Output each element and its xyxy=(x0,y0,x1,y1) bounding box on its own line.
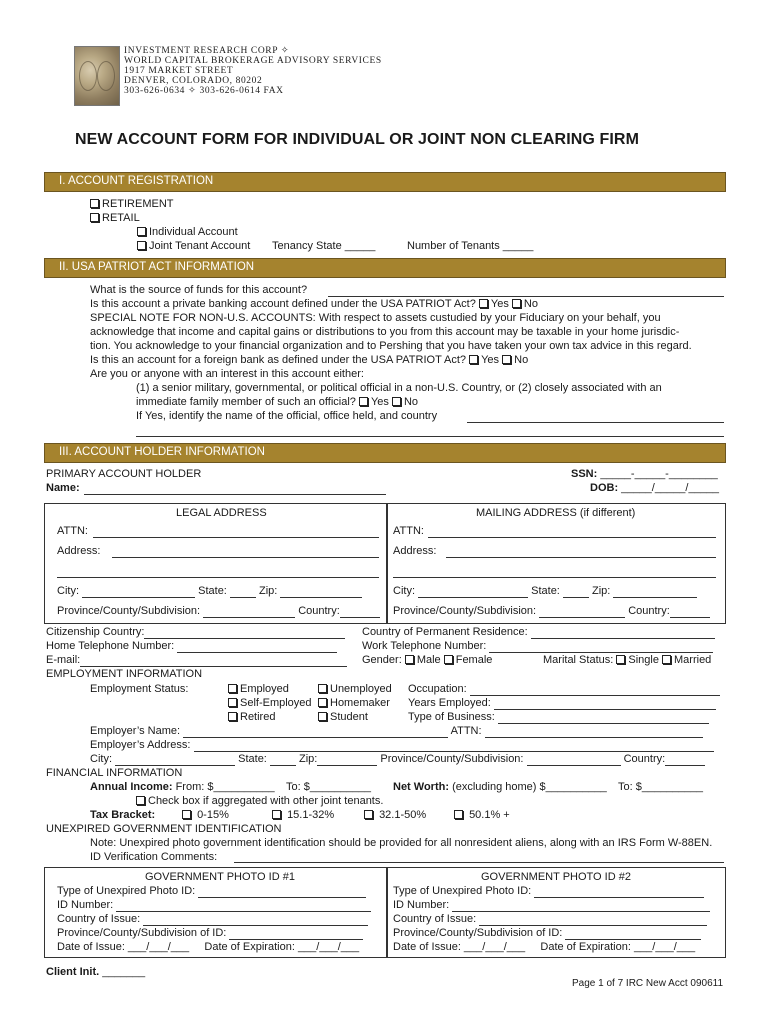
bracket-1-option[interactable]: 0-15% xyxy=(182,809,229,822)
id1-dates-row[interactable]: Date of Issue: ___/___/___ Date of Expiration: ___/___/___ xyxy=(57,941,360,953)
legal-address-input[interactable] xyxy=(112,557,379,558)
foreign-bank-question: Is this an account for a foreign bank as defined under the USA PATRIOT Act? Yes No xyxy=(90,354,529,366)
page-footer: Page 1 of 7 IRC New Acct 090611 xyxy=(572,978,724,989)
retired-option[interactable]: Retired xyxy=(228,711,275,724)
checkbox-icon[interactable] xyxy=(90,213,99,222)
id-comments-input[interactable] xyxy=(234,862,724,863)
checkbox-icon[interactable] xyxy=(228,712,237,721)
work-phone-row[interactable]: Work Telephone Number: xyxy=(362,640,713,653)
checkbox-icon[interactable] xyxy=(512,299,521,308)
tax-bracket-label: Tax Bracket: xyxy=(90,809,156,821)
mailing-address-label: Address: xyxy=(393,545,437,557)
mailing-city-row[interactable]: City: State: Zip: xyxy=(393,585,697,598)
checkbox-icon[interactable] xyxy=(405,655,414,664)
perm-residence-row[interactable]: Country of Permanent Residence: xyxy=(362,626,715,639)
checkbox-icon[interactable] xyxy=(392,397,401,406)
mailing-address-input[interactable] xyxy=(446,557,716,558)
legal-attn-label: ATTN: xyxy=(57,525,88,537)
company-name: INVESTMENT RESEARCH CORP ✧ xyxy=(124,46,290,56)
retirement-option[interactable]: RETIREMENT xyxy=(90,198,174,211)
marital-row: Marital Status: Single Married xyxy=(543,654,712,666)
section-2-header: II. USA PATRIOT ACT INFORMATION xyxy=(44,258,726,278)
dob-field[interactable]: DOB: _____/_____/_____ xyxy=(590,482,720,494)
official-identify-input-2[interactable] xyxy=(136,436,724,437)
employment-heading: EMPLOYMENT INFORMATION xyxy=(46,668,203,680)
id-comments-label: ID Verification Comments: xyxy=(90,851,218,863)
primary-holder-label: PRIMARY ACCOUNT HOLDER xyxy=(46,468,202,480)
checkbox-icon[interactable] xyxy=(228,698,237,707)
official-question-a: (1) a senior military, governmental, or political official in a non-U.S. Country, or (2) closely associated with an xyxy=(136,382,662,394)
citizenship-row[interactable]: Citizenship Country: xyxy=(46,626,345,639)
id1-province-row[interactable]: Province/County/Subdivision of ID: xyxy=(57,927,363,940)
checkbox-icon[interactable] xyxy=(479,299,488,308)
student-option[interactable]: Student xyxy=(318,711,368,724)
legal-address-title: LEGAL ADDRESS xyxy=(176,507,267,519)
source-funds-label: What is the source of funds for this account? xyxy=(90,284,308,296)
legal-city-row[interactable]: City: State: Zip: xyxy=(57,585,362,598)
checkbox-icon[interactable] xyxy=(502,355,511,364)
unexpired-id-heading: UNEXPIRED GOVERNMENT IDENTIFICATION xyxy=(46,823,282,835)
private-banking-question: Is this account a private banking account defined under the USA PATRIOT Act? Yes No xyxy=(90,298,538,310)
ssn-field[interactable]: SSN: _____-_____-________ xyxy=(571,468,718,480)
occupation-row[interactable]: Occupation: xyxy=(408,683,720,696)
employment-status-label: Employment Status: xyxy=(90,683,189,695)
number-tenants-field[interactable]: Number of Tenants _____ xyxy=(407,240,534,252)
legal-address-input-2[interactable] xyxy=(57,577,379,578)
gender-row: Gender: Male Female xyxy=(362,654,493,666)
home-phone-row[interactable]: Home Telephone Number: xyxy=(46,640,337,653)
special-note-line1: SPECIAL NOTE FOR NON-U.S. ACCOUNTS: With respect to assets custudied by your Fiduciary on your behalf, you xyxy=(90,312,661,324)
mailing-address-input-2[interactable] xyxy=(393,577,716,578)
homemaker-option[interactable]: Homemaker xyxy=(318,697,390,710)
individual-account-option[interactable]: Individual Account xyxy=(137,226,238,239)
id1-number-row[interactable]: ID Number: xyxy=(57,899,371,912)
employer-city-row[interactable]: City: State: Zip: Province/County/Subdivision: Country: xyxy=(90,753,705,766)
company-street: 1917 MARKET STREET xyxy=(124,66,234,76)
legal-province-row[interactable]: Province/County/Subdivision: Country: xyxy=(57,605,380,618)
id1-type-row[interactable]: Type of Unexpired Photo ID: xyxy=(57,885,366,898)
company-logo xyxy=(74,46,120,106)
legal-attn-input[interactable] xyxy=(93,537,379,538)
checkbox-icon[interactable] xyxy=(318,698,327,707)
section-3-header: III. ACCOUNT HOLDER INFORMATION xyxy=(44,443,726,463)
checkbox-icon[interactable] xyxy=(137,241,146,250)
net-worth-row[interactable]: Net Worth: (excluding home) $__________ xyxy=(393,781,607,793)
mailing-province-row[interactable]: Province/County/Subdivision: Country: xyxy=(393,605,710,618)
photo-id-2-title: GOVERNMENT PHOTO ID #2 xyxy=(481,871,631,883)
employed-option[interactable]: Employed xyxy=(228,683,289,696)
id2-number-row[interactable]: ID Number: xyxy=(393,899,710,912)
official-identify-input[interactable] xyxy=(467,422,724,423)
bracket-4-option[interactable]: 50.1% + xyxy=(454,809,510,822)
source-funds-input[interactable] xyxy=(328,296,724,297)
legal-address-label: Address: xyxy=(57,545,101,557)
annual-income-to[interactable]: To: $__________ xyxy=(286,781,372,793)
checkbox-icon[interactable] xyxy=(228,684,237,693)
bracket-3-option[interactable]: 32.1-50% xyxy=(364,809,426,822)
checkbox-icon[interactable] xyxy=(444,655,453,664)
mailing-address-title: MAILING ADDRESS (if different) xyxy=(476,507,636,519)
checkbox-icon[interactable] xyxy=(136,796,145,805)
checkbox-icon[interactable] xyxy=(137,227,146,236)
section-1-header: I. ACCOUNT REGISTRATION xyxy=(44,172,726,192)
years-employed-row[interactable]: Years Employed: xyxy=(408,697,716,710)
checkbox-icon[interactable] xyxy=(662,655,671,664)
checkbox-icon[interactable] xyxy=(454,810,463,819)
aggregate-option[interactable]: Check box if aggregated with other joint tenants. xyxy=(136,795,383,808)
mailing-attn-input[interactable] xyxy=(428,537,716,538)
checkbox-icon[interactable] xyxy=(359,397,368,406)
unemployed-option[interactable]: Unemployed xyxy=(318,683,392,696)
checkbox-icon[interactable] xyxy=(90,199,99,208)
client-init-field[interactable]: Client Init. _______ xyxy=(46,966,146,978)
id1-country-row[interactable]: Country of Issue: xyxy=(57,913,368,926)
financial-heading: FINANCIAL INFORMATION xyxy=(46,767,183,779)
tenancy-state-field[interactable]: Tenancy State _____ xyxy=(272,240,376,252)
checkbox-icon[interactable] xyxy=(272,810,281,819)
net-worth-to[interactable]: To: $__________ xyxy=(618,781,704,793)
employer-address-row[interactable]: Employer’s Address: xyxy=(90,739,714,752)
checkbox-icon[interactable] xyxy=(364,810,373,819)
id2-country-row[interactable]: Country of Issue: xyxy=(393,913,707,926)
photo-id-1-title: GOVERNMENT PHOTO ID #1 xyxy=(145,871,295,883)
annual-income-row[interactable]: Annual Income: From: $__________ xyxy=(90,781,275,793)
company-phones: 303-626-0634 ✧ 303-626-0614 FAX xyxy=(124,86,284,96)
company-tagline: WORLD CAPITAL BROKERAGE ADVISORY SERVICES xyxy=(124,56,382,66)
id-note: Note: Unexpired photo government identification should be provided for all nonresident aliens, along with an IRS Form W-88EN. xyxy=(90,837,713,849)
special-note-line3: tion. You acknowledge to your financial organization and to Pershing that you have taken your own tax advice in this regard. xyxy=(90,340,692,352)
business-type-row[interactable]: Type of Business: xyxy=(408,711,709,724)
checkbox-icon[interactable] xyxy=(318,712,327,721)
name-label: Name: xyxy=(46,482,80,494)
checkbox-icon[interactable] xyxy=(182,810,191,819)
employer-name-row[interactable]: Employer’s Name: ATTN: xyxy=(90,725,703,738)
official-question: Are you or anyone with an interest in this account either: xyxy=(90,368,364,380)
checkbox-icon[interactable] xyxy=(469,355,478,364)
official-identify-label: If Yes, identify the name of the official, office held, and country xyxy=(136,410,438,422)
id2-dates-row[interactable]: Date of Issue: ___/___/___ Date of Expiration: ___/___/___ xyxy=(393,941,696,953)
company-city: DENVER, COLORADO, 80202 xyxy=(124,76,263,86)
checkbox-icon[interactable] xyxy=(318,684,327,693)
self-employed-option[interactable]: Self-Employed xyxy=(228,697,312,710)
retail-option[interactable]: RETAIL xyxy=(90,212,140,225)
bracket-2-option[interactable]: 15.1-32% xyxy=(272,809,334,822)
page-title: NEW ACCOUNT FORM FOR INDIVIDUAL OR JOINT NON CLEARING FIRM xyxy=(75,131,640,148)
email-row[interactable]: E-mail: xyxy=(46,654,347,667)
special-note-line2: acknowledge that income and capital gains or distributions to you from this account may be taxable in your home jurisdic- xyxy=(90,326,680,338)
mailing-attn-label: ATTN: xyxy=(393,525,424,537)
name-input[interactable] xyxy=(84,494,386,495)
official-question-b: immediate family member of such an official? Yes No xyxy=(136,396,419,408)
id2-province-row[interactable]: Province/County/Subdivision of ID: xyxy=(393,927,701,940)
joint-tenant-option[interactable]: Joint Tenant Account xyxy=(137,240,250,253)
id2-type-row[interactable]: Type of Unexpired Photo ID: xyxy=(393,885,704,898)
checkbox-icon[interactable] xyxy=(616,655,625,664)
